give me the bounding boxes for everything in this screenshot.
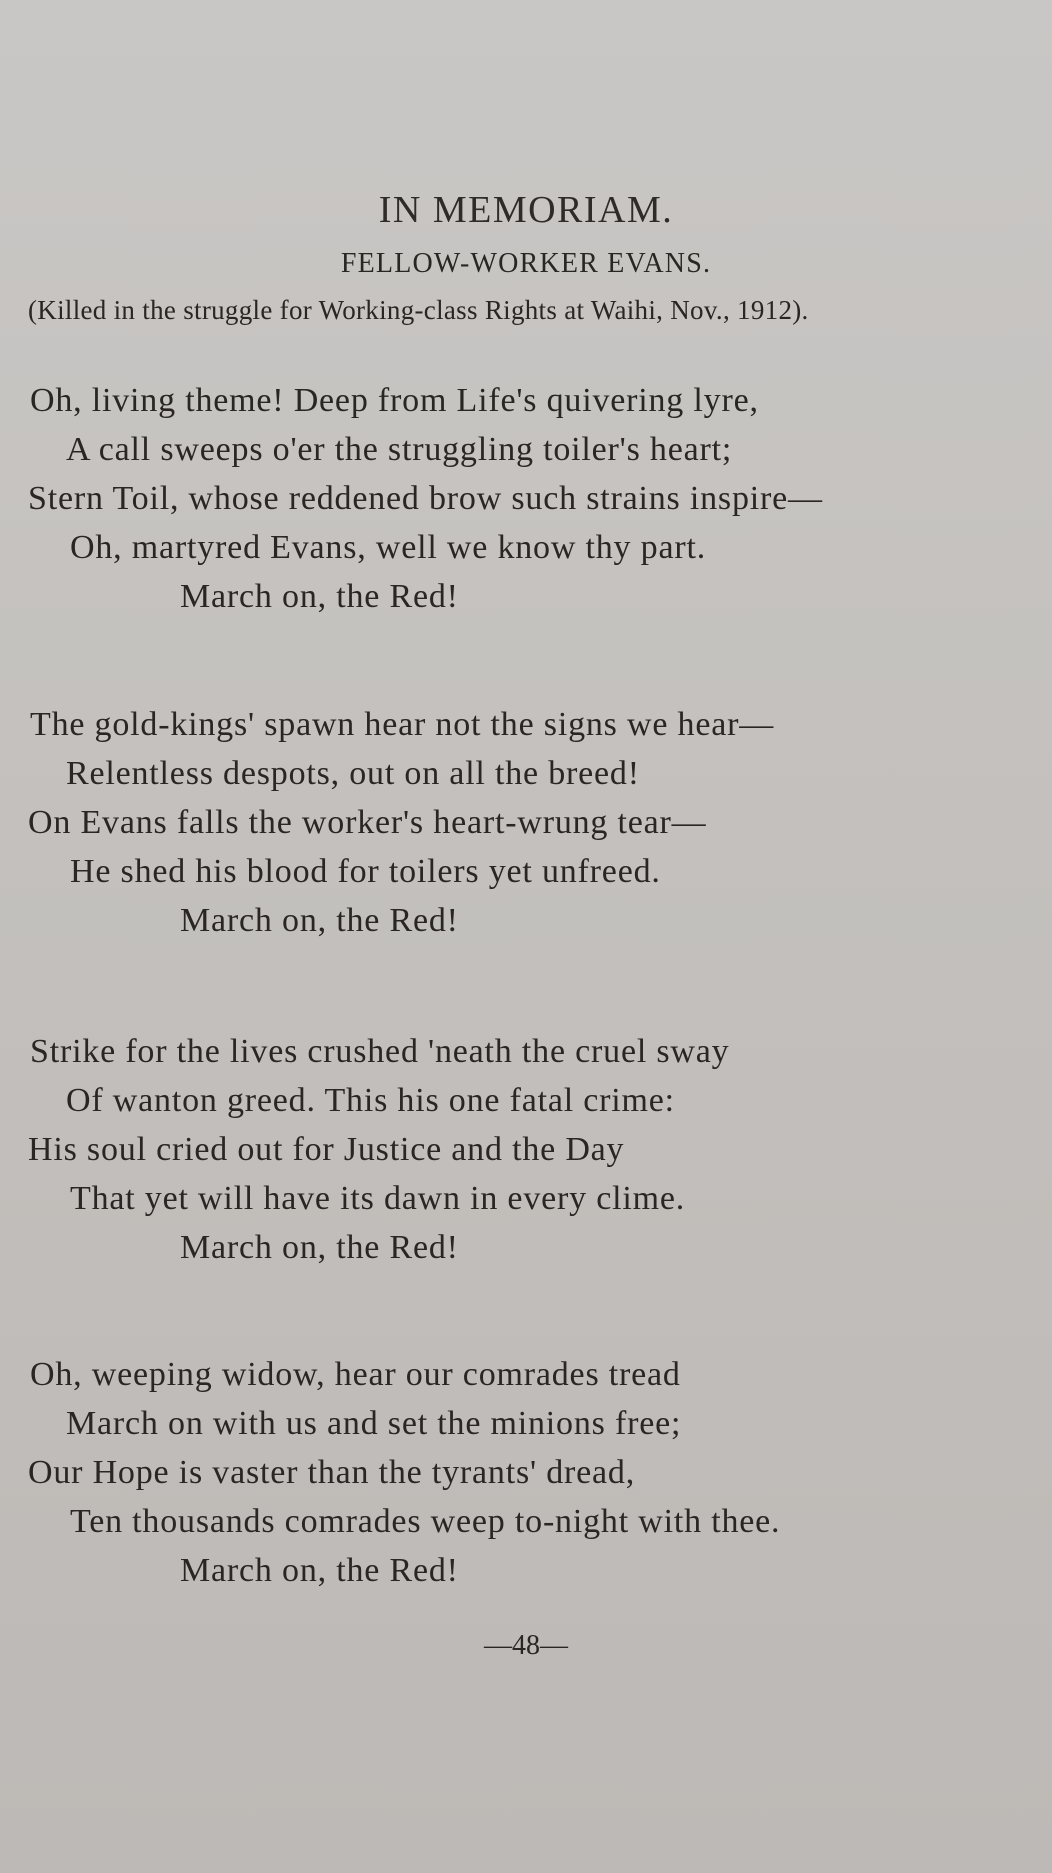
verse-line: Stern Toil, whose reddened brow such strains inspire— <box>28 480 823 517</box>
verse-line: Of wanton greed. This his one fatal crime: <box>66 1082 675 1119</box>
verse-line: Oh, weeping widow, hear our comrades tread <box>30 1356 681 1393</box>
dedication-note: (Killed in the struggle for Working-class Rights at Waihi, Nov., 1912). <box>28 295 809 325</box>
verse-line: He shed his blood for toilers yet unfreed. <box>70 853 661 890</box>
verse-line: Our Hope is vaster than the tyrants' dread, <box>28 1454 636 1491</box>
verse-line: On Evans falls the worker's heart-wrung tear— <box>28 804 707 841</box>
verse-line: Relentless despots, out on all the breed! <box>66 755 640 792</box>
refrain-line: March on, the Red! <box>180 1552 459 1589</box>
verse-line: Strike for the lives crushed 'neath the cruel sway <box>30 1033 730 1070</box>
refrain-line: March on, the Red! <box>180 1229 459 1266</box>
page-number: —48— <box>484 1630 568 1661</box>
verse-line: A call sweeps o'er the struggling toiler's heart; <box>66 431 733 468</box>
refrain-line: March on, the Red! <box>180 902 459 939</box>
verse-line: That yet will have its dawn in every clime. <box>70 1180 686 1217</box>
verse-line: The gold-kings' spawn hear not the signs we hear— <box>30 706 775 743</box>
verse-line: His soul cried out for Justice and the Day <box>28 1131 625 1168</box>
verse-line: Oh, living theme! Deep from Life's quivering lyre, <box>30 382 759 419</box>
poem-subtitle: FELLOW-WORKER EVANS. <box>340 248 712 279</box>
verse-line: March on with us and set the minions free; <box>66 1405 682 1442</box>
poem-title: IN MEMORIAM. <box>378 189 674 231</box>
verse-line: Ten thousands comrades weep to-night with thee. <box>70 1503 781 1540</box>
refrain-line: March on, the Red! <box>180 578 459 615</box>
verse-line: Oh, martyred Evans, well we know thy part. <box>70 529 707 566</box>
